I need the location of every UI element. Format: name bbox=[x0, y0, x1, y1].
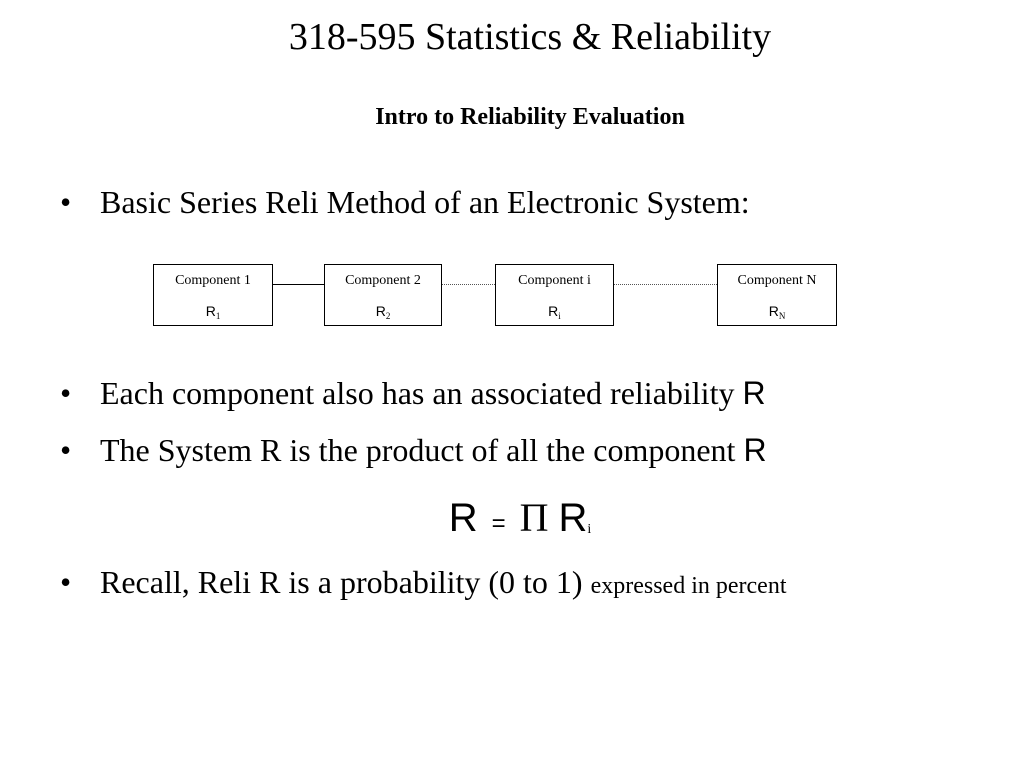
component-reliability-subscript: 2 bbox=[385, 311, 391, 321]
component-label: Component 1 bbox=[175, 273, 251, 288]
component-reliability-subscript: i bbox=[558, 311, 561, 321]
bullet-marker: • bbox=[60, 432, 72, 468]
bullet-system-product bbox=[60, 431, 767, 469]
bullet-text-tail: R bbox=[742, 375, 766, 411]
bullet-text-tail: expressed in percent bbox=[590, 573, 787, 599]
connector-dotted bbox=[442, 284, 495, 285]
formula-product-symbol: Π bbox=[519, 495, 549, 540]
component-label: Component N bbox=[737, 273, 817, 288]
component-reliability: $R_1$ bbox=[205, 303, 221, 321]
component-i-box bbox=[495, 264, 614, 326]
component-reliability: $R_i$ bbox=[548, 303, 561, 321]
slide-subtitle: Intro to Reliability Evaluation bbox=[375, 104, 685, 130]
component-label: Component i bbox=[518, 273, 591, 288]
formula-subscript: i bbox=[587, 522, 592, 537]
bullet-text: Basic Series Reli Method of an Electronic System: bbox=[100, 184, 750, 220]
product-formula bbox=[0, 494, 1024, 554]
component-reliability: $R_2$ bbox=[375, 303, 391, 321]
bullet-marker: • bbox=[60, 564, 72, 600]
component-reliability: $R_N$ bbox=[768, 303, 786, 321]
bullet-marker: • bbox=[60, 375, 72, 411]
component-reliability-subscript: N bbox=[778, 311, 786, 321]
bullet-text: Recall, Reli R is a probability (0 to 1) bbox=[100, 564, 591, 600]
bullet-text-tail: R bbox=[743, 432, 767, 468]
slide-title: 318-595 Statistics & Reliability bbox=[288, 16, 772, 58]
formula-lhs: R bbox=[448, 496, 478, 540]
component-1-box bbox=[153, 264, 273, 326]
bullet-marker: • bbox=[60, 184, 72, 220]
component-2-box bbox=[324, 264, 442, 326]
formula-equals: = bbox=[491, 510, 506, 537]
bullet-series-method bbox=[60, 183, 750, 221]
bullet-text: Each component also has an associated reliability bbox=[100, 375, 743, 411]
component-label: Component 2 bbox=[345, 273, 421, 288]
connector-solid bbox=[273, 284, 324, 285]
bullet-text: The System R is the product of all the component bbox=[100, 432, 744, 468]
bullet-component-reliability bbox=[60, 374, 766, 412]
component-reliability-subscript: 1 bbox=[215, 311, 221, 321]
component-n-box bbox=[717, 264, 837, 326]
formula-rhs: R bbox=[558, 496, 588, 540]
connector-dotted bbox=[614, 284, 717, 285]
bullet-probability bbox=[60, 563, 787, 605]
